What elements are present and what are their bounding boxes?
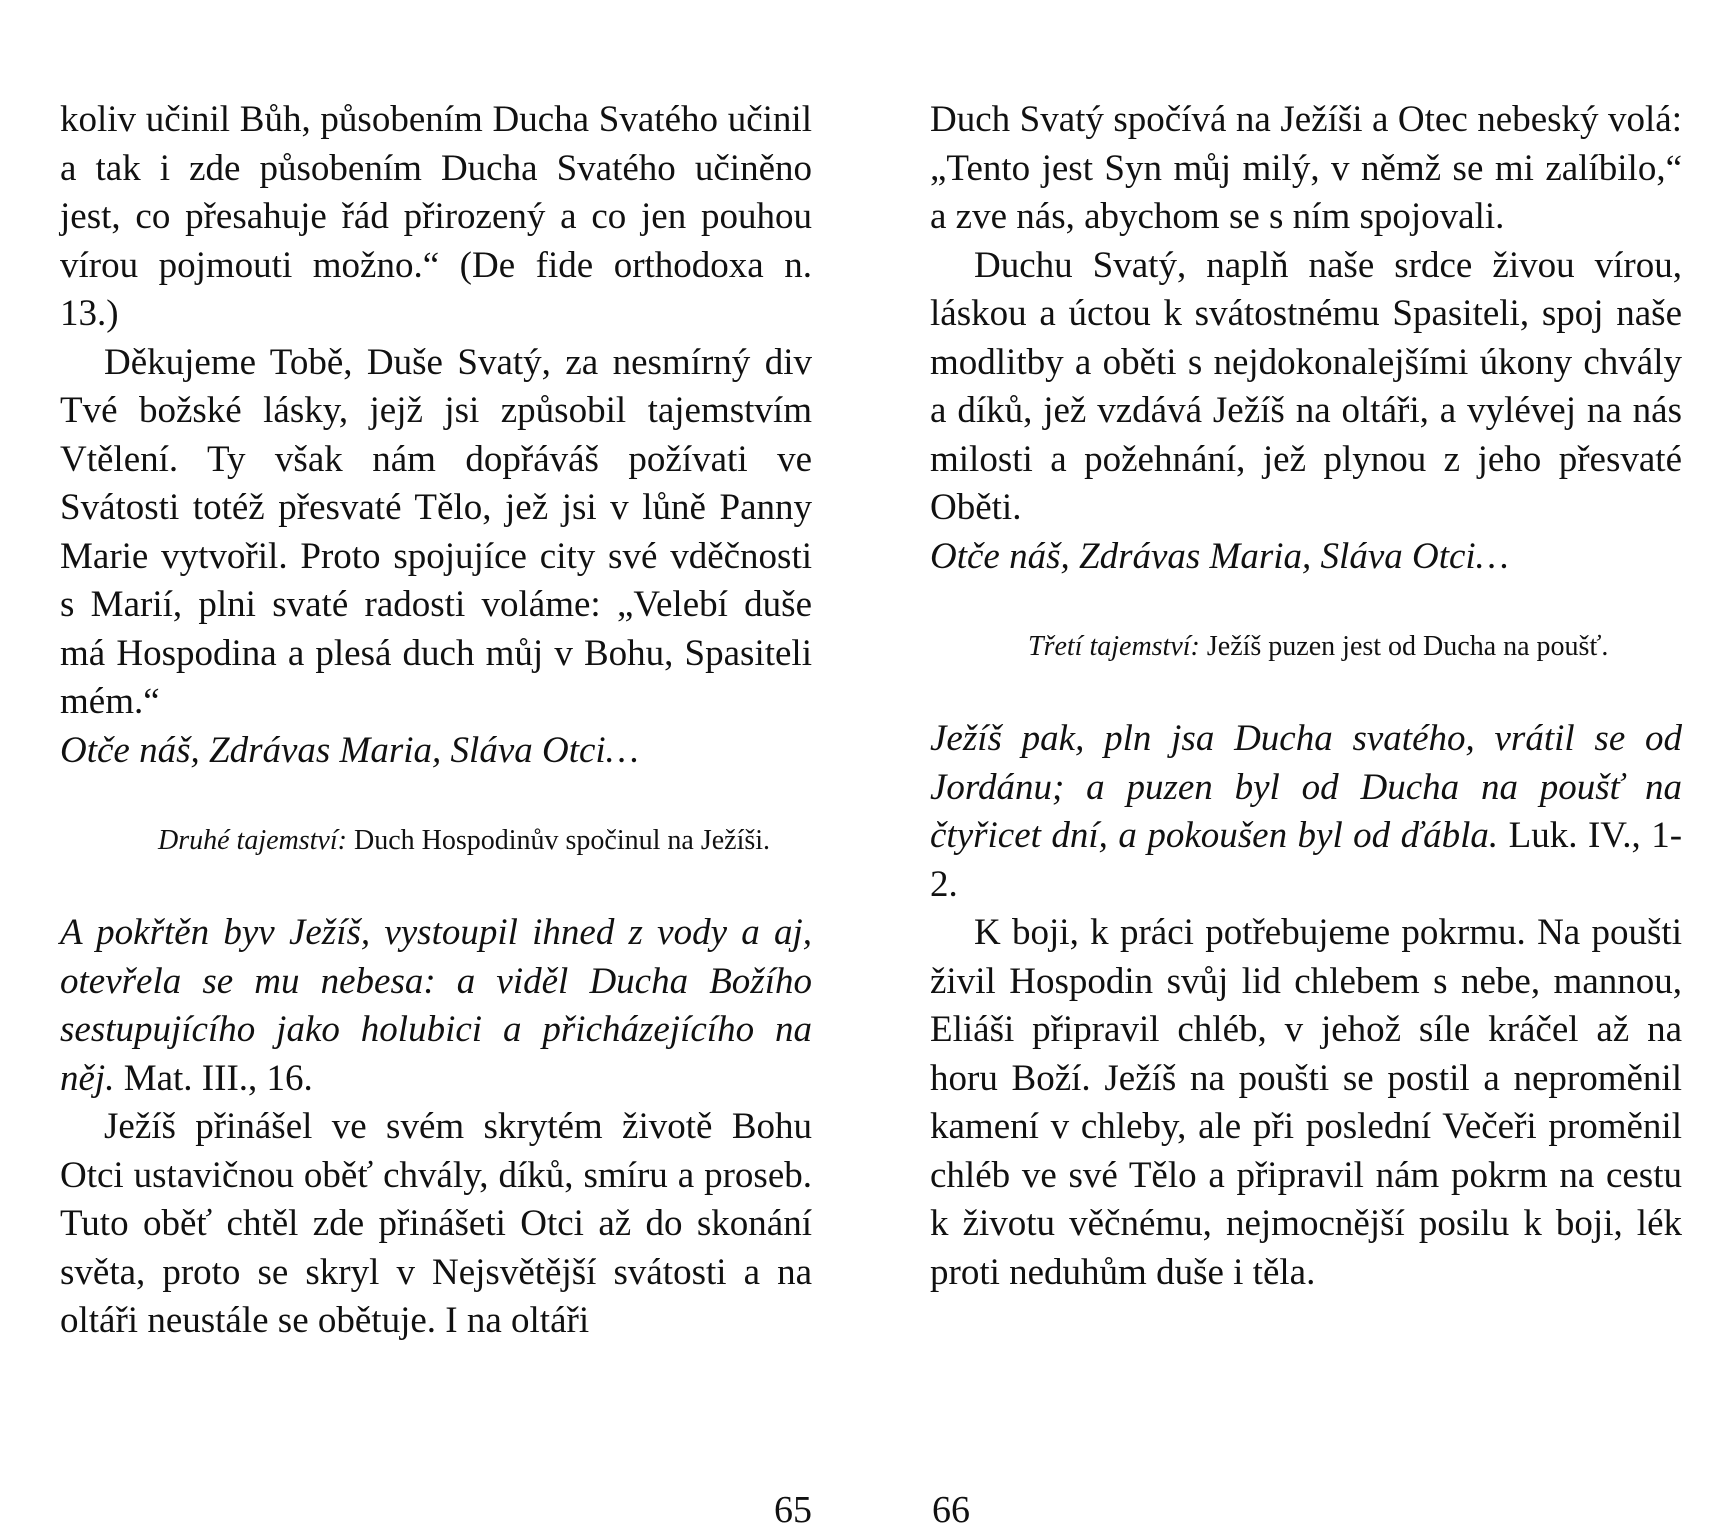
page-number: 65 bbox=[774, 1489, 812, 1531]
mystery-heading bbox=[158, 819, 812, 863]
paragraph: Duchu Svatý, naplň naše srdce živou vírou, láskou a úctou k svátostnému Spasiteli, spoj naše modlitby a oběti s nejdokonalejšími úkony chvály a díků, jež vzdává Ježíš na oltáři, a vylévej na nás milosti a požehnání, jež plynou z jeho přesvaté Oběti. bbox=[930, 244, 1682, 528]
scripture-passage bbox=[930, 715, 1682, 909]
paragraph: K boji, k práci potřebujeme pokrmu. Na poušti živil Hospodin svůj lid chlebem s nebe, mannou, Eliáši připravil chléb, v jehož síle kráčel až na horu Boží. Ježíš na poušti se postil a neproměnil kamení v chleby, ale při poslední Večeři proměnil chléb ve své Tělo a připravil nám pokrm na cestu k životu věčnému, nejmocnější posilu k boji, lék proti neduhům duše i těla. bbox=[930, 912, 1682, 1293]
mystery-text: Ježíš puzen jest od Ducha na poušť. bbox=[1206, 631, 1609, 662]
mystery-text: Duch Hospodinův spočinul na Ježíši. bbox=[353, 825, 771, 856]
paragraph: Děkujeme Tobě, Duše Svatý, za nesmírný div Tvé božské lásky, jejž jsi způsobil tajemstvím Vtělení. Ty však nám dopřáváš požívati ve Svátosti totéž přesvaté Tělo, jež jsi v lůně Panny Marie vytvořil. Proto spojujíce city své vděčnosti s Marií, plni svaté radosti voláme: „Velebí duše má Hospodina a plesá duch můj v Bohu, Spasiteli mém.“ bbox=[60, 341, 812, 722]
scripture-quote: A pokřtěn byv Ježíš, vystoupil ihned z vody a aj, otevřela se mu nebesa: a viděl Ducha Božího sestupujícího jako holubici a přicházejícího na něj. bbox=[60, 912, 812, 1099]
page-number: 66 bbox=[932, 1489, 970, 1531]
right-page bbox=[930, 96, 1683, 1531]
paragraph: Ježíš přinášel ve svém skrytém životě Bohu Otci ustavičnou oběť chvály, díků, smíru a proseb. Tuto oběť chtěl zde přinášeti Otci až do skonání světa, proto se skryl v Nejsvětější svátosti a na oltáři neustále se obětuje. I na oltáři bbox=[60, 1106, 812, 1341]
prayer-line: Otče náš, Zdrávas Maria, Sláva Otci… bbox=[60, 729, 639, 771]
scripture-reference: Luk. IV., 1-2. bbox=[930, 815, 1683, 905]
prayer-line: Otče náš, Zdrávas Maria, Sláva Otci… bbox=[930, 535, 1509, 577]
paragraph: koliv učinil Bůh, působením Ducha Svatého učinil a tak i zde působením Ducha Svatého učiněno jest, co přesahuje řád přirozený a co jen pouhou vírou pojmouti možno.“ (De fide orthodoxa n. 13.) bbox=[60, 99, 812, 334]
mystery-label: Druhé tajemství: bbox=[158, 825, 347, 856]
mystery-heading bbox=[1028, 625, 1682, 669]
scripture-quote: Ježíš pak, pln jsa Ducha svatého, vrátil se od Jordánu; a puzen byl od Ducha na poušť na čtyřicet dní, a pokoušen byl od ďábla. bbox=[930, 718, 1682, 856]
scripture-reference: Mat. III., 16. bbox=[123, 1057, 313, 1099]
left-page bbox=[60, 96, 812, 1531]
paragraph: Duch Svatý spočívá na Ježíši a Otec nebeský volá: „Tento jest Syn můj milý, v němž se mi zalíbilo,“ a zve nás, abychom se s ním spojovali. bbox=[930, 99, 1682, 237]
scripture-passage bbox=[60, 909, 812, 1103]
mystery-label: Třetí tajemství: bbox=[1028, 631, 1200, 662]
